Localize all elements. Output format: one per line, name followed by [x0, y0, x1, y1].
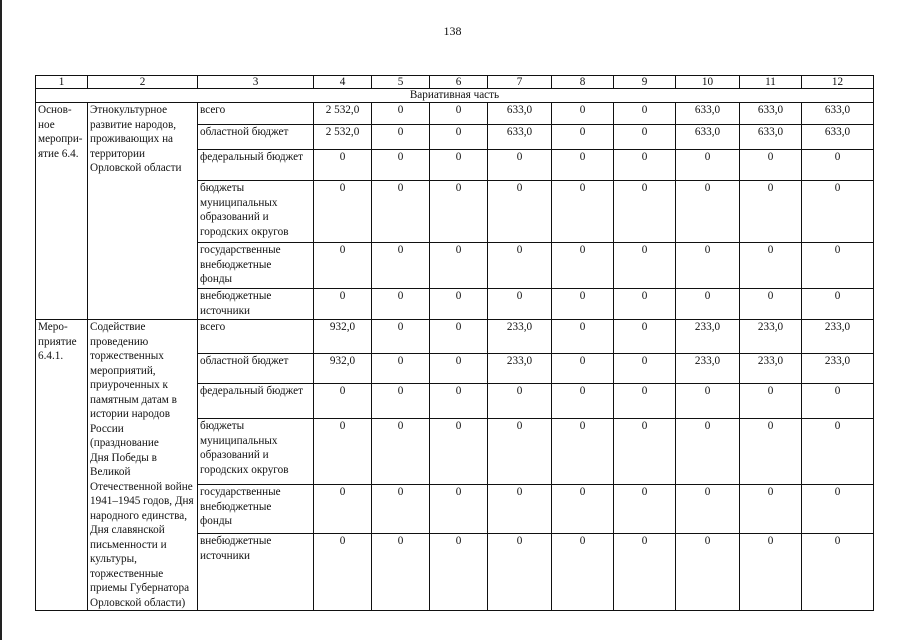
value-cell-col-12: 633,0 [802, 103, 874, 125]
activity-name-line: Отечественной войне [90, 480, 193, 493]
value-cell-col-5: 0 [372, 383, 430, 418]
funding-source-line: бюджеты [200, 182, 245, 194]
value-cell-col-4: 0 [314, 419, 372, 485]
value-cell-col-11: 633,0 [740, 125, 802, 150]
column-header-12: 12 [802, 76, 874, 89]
value-cell-col-12: 233,0 [802, 354, 874, 384]
value-cell-col-5: 0 [372, 485, 430, 534]
value-cell-col-5: 0 [372, 534, 430, 611]
value-cell-col-11: 0 [740, 534, 802, 611]
value-cell-col-6: 0 [430, 125, 488, 150]
table-row [36, 320, 874, 354]
value-cell-col-7: 0 [488, 534, 552, 611]
value-cell-col-10: 0 [676, 534, 740, 611]
funding-source-line: бюджеты [200, 420, 245, 433]
value-cell-col-6: 0 [430, 320, 488, 354]
funding-source [198, 534, 314, 611]
value-cell-col-4: 2 532,0 [314, 103, 372, 125]
value-cell-col-6: 0 [430, 383, 488, 418]
value-cell-col-7: 0 [488, 289, 552, 320]
value-cell-col-7: 233,0 [488, 354, 552, 384]
value-cell-col-10: 0 [676, 485, 740, 534]
activity-code-line: ное [38, 118, 55, 131]
value-cell-col-4: 0 [314, 181, 372, 243]
value-cell-col-9: 0 [614, 181, 676, 243]
value-cell-col-11: 0 [740, 485, 802, 534]
value-cell-col-5: 0 [372, 181, 430, 243]
activity-name-line: торжественных [90, 350, 164, 362]
funding-source-line: внебюджетные [200, 535, 272, 548]
value-cell-col-4: 932,0 [314, 320, 372, 354]
activity-name-line: 1941–1945 годов, Дня [90, 495, 194, 507]
value-cell-col-6: 0 [430, 150, 488, 181]
value-cell-col-5: 0 [372, 320, 430, 354]
value-cell-col-7: 633,0 [488, 125, 552, 150]
value-cell-col-9: 0 [614, 419, 676, 485]
funding-source-line: внебюджетные [200, 290, 272, 302]
value-cell-col-9: 0 [614, 150, 676, 181]
funding-source [198, 243, 314, 289]
funding-source-line: образований и [200, 211, 269, 223]
activity-name-line: Содействие [90, 321, 146, 333]
value-cell-col-4: 0 [314, 243, 372, 289]
column-header-10: 10 [676, 76, 740, 89]
funding-source-line: областной бюджет [200, 355, 289, 368]
value-cell-col-6: 0 [430, 243, 488, 289]
funding-source-line: фонды [200, 515, 233, 528]
activity-name-line: культуры, [90, 553, 137, 565]
value-cell-col-4: 0 [314, 534, 372, 611]
section-title: Вариативная часть [36, 89, 874, 103]
column-header-6: 6 [430, 76, 488, 89]
value-cell-col-6: 0 [430, 534, 488, 611]
value-cell-col-12: 0 [802, 150, 874, 181]
value-cell-col-4: 932,0 [314, 354, 372, 384]
value-cell-col-10: 0 [676, 243, 740, 289]
value-cell-col-11: 0 [740, 289, 802, 320]
value-cell-col-4: 0 [314, 383, 372, 418]
value-cell-col-8: 0 [552, 320, 614, 354]
value-cell-col-11: 0 [740, 419, 802, 485]
column-header-8: 8 [552, 76, 614, 89]
value-cell-col-8: 0 [552, 383, 614, 418]
activity-name-line: Дня славянской [90, 524, 165, 536]
value-cell-col-4: 2 532,0 [314, 125, 372, 150]
funding-source-line: государственные [200, 486, 281, 499]
value-cell-col-12: 0 [802, 243, 874, 289]
funding-source [198, 320, 314, 354]
activity-code-line: Основ- [38, 104, 72, 116]
value-cell-col-7: 0 [488, 181, 552, 243]
column-header-11: 11 [740, 76, 802, 89]
funding-source-line: федеральный бюджет [200, 151, 303, 163]
funding-source [198, 181, 314, 243]
activity-code-line: Меро- [38, 321, 68, 333]
section-row [36, 89, 874, 103]
value-cell-col-5: 0 [372, 150, 430, 181]
funding-source-line: всего [200, 104, 226, 116]
value-cell-col-9: 0 [614, 103, 676, 125]
value-cell-col-5: 0 [372, 243, 430, 289]
value-cell-col-5: 0 [372, 103, 430, 125]
value-cell-col-7: 0 [488, 383, 552, 418]
column-header-7: 7 [488, 76, 552, 89]
funding-source [198, 383, 314, 418]
activity-name-line: Великой [90, 466, 131, 478]
value-cell-col-11: 0 [740, 150, 802, 181]
value-cell-col-12: 0 [802, 534, 874, 611]
funding-source-line: областной бюджет [200, 126, 289, 138]
value-cell-col-10: 233,0 [676, 320, 740, 354]
activity-name-line: развитие народов, [90, 118, 177, 131]
value-cell-col-5: 0 [372, 125, 430, 150]
value-cell-col-7: 0 [488, 485, 552, 534]
value-cell-col-8: 0 [552, 125, 614, 150]
funding-source-line: государственные [200, 244, 281, 256]
value-cell-col-7: 0 [488, 150, 552, 181]
funding-source-line: федеральный бюджет [200, 384, 303, 397]
column-header-2: 2 [88, 76, 198, 89]
value-cell-col-8: 0 [552, 419, 614, 485]
funding-source-line: фонды [200, 273, 233, 285]
activity-code [36, 320, 88, 611]
activity-name-line: проживающих на [90, 133, 174, 145]
value-cell-col-11: 233,0 [740, 354, 802, 384]
value-cell-col-8: 0 [552, 150, 614, 181]
column-header-9: 9 [614, 76, 676, 89]
value-cell-col-9: 0 [614, 243, 676, 289]
value-cell-col-12: 0 [802, 383, 874, 418]
funding-source-line: внебюджетные [200, 258, 272, 271]
activity-code-line: меропри- [38, 133, 83, 145]
value-cell-col-11: 633,0 [740, 103, 802, 125]
table-row [36, 103, 874, 125]
value-cell-col-4: 0 [314, 150, 372, 181]
value-cell-col-8: 0 [552, 103, 614, 125]
page-left-edge [0, 0, 2, 640]
value-cell-col-10: 633,0 [676, 103, 740, 125]
value-cell-col-8: 0 [552, 354, 614, 384]
value-cell-col-12: 0 [802, 181, 874, 243]
funding-source-line: всего [200, 321, 226, 333]
activity-name-line: проведению [90, 335, 149, 348]
funding-source-line: городских округов [200, 463, 289, 476]
activity-name-line: территории [90, 147, 145, 160]
value-cell-col-11: 0 [740, 243, 802, 289]
activity-name-line: Орловской области) [90, 596, 186, 609]
funding-source-line: источники [200, 549, 251, 562]
activity-name-line: Этнокультурное [90, 104, 168, 116]
value-cell-col-10: 0 [676, 289, 740, 320]
value-cell-col-10: 0 [676, 181, 740, 243]
budget-table [35, 75, 874, 611]
value-cell-col-6: 0 [430, 181, 488, 243]
value-cell-col-6: 0 [430, 354, 488, 384]
funding-source [198, 419, 314, 485]
funding-source [198, 150, 314, 181]
value-cell-col-10: 0 [676, 419, 740, 485]
value-cell-col-5: 0 [372, 289, 430, 320]
value-cell-col-12: 633,0 [802, 125, 874, 150]
value-cell-col-9: 0 [614, 485, 676, 534]
value-cell-col-8: 0 [552, 243, 614, 289]
activity-code-line: приятие [38, 335, 77, 348]
value-cell-col-9: 0 [614, 534, 676, 611]
activity-name-line: приемы Губернатора [90, 582, 190, 594]
page-number: 138 [443, 24, 462, 38]
funding-source [198, 125, 314, 150]
value-cell-col-9: 0 [614, 354, 676, 384]
value-cell-col-11: 233,0 [740, 320, 802, 354]
column-header-5: 5 [372, 76, 430, 89]
activity-name-line: торжественные [90, 567, 164, 580]
value-cell-col-7: 633,0 [488, 103, 552, 125]
header-row [36, 76, 874, 89]
value-cell-col-6: 0 [430, 289, 488, 320]
value-cell-col-8: 0 [552, 289, 614, 320]
activity-code-line: ятие 6.4. [38, 147, 79, 160]
activity-name [88, 320, 198, 611]
funding-source-line: образований и [200, 449, 269, 462]
value-cell-col-4: 0 [314, 485, 372, 534]
value-cell-col-11: 0 [740, 181, 802, 243]
funding-source-line: муниципальных [200, 434, 278, 447]
funding-source-line: внебюджетные [200, 500, 272, 513]
funding-source [198, 354, 314, 384]
value-cell-col-9: 0 [614, 125, 676, 150]
value-cell-col-10: 0 [676, 383, 740, 418]
value-cell-col-5: 0 [372, 354, 430, 384]
activity-name-line: Дня Победы в [90, 451, 157, 464]
value-cell-col-6: 0 [430, 419, 488, 485]
value-cell-col-10: 633,0 [676, 125, 740, 150]
activity-name-line: истории народов [90, 408, 171, 420]
funding-source [198, 485, 314, 534]
funding-source-line: муниципальных [200, 196, 278, 209]
activity-name-line: письменности и [90, 538, 167, 551]
value-cell-col-9: 0 [614, 320, 676, 354]
value-cell-col-5: 0 [372, 419, 430, 485]
value-cell-col-6: 0 [430, 485, 488, 534]
value-cell-col-12: 0 [802, 419, 874, 485]
value-cell-col-8: 0 [552, 534, 614, 611]
value-cell-col-9: 0 [614, 383, 676, 418]
value-cell-col-10: 0 [676, 150, 740, 181]
value-cell-col-10: 233,0 [676, 354, 740, 384]
funding-source-line: источники [200, 304, 251, 317]
value-cell-col-12: 0 [802, 485, 874, 534]
column-header-3: 3 [198, 76, 314, 89]
funding-source [198, 289, 314, 320]
value-cell-col-6: 0 [430, 103, 488, 125]
activity-name-line: мероприятий, [90, 364, 156, 377]
value-cell-col-7: 233,0 [488, 320, 552, 354]
activity-name [88, 103, 198, 320]
activity-name-line: народного единства, [90, 509, 188, 522]
activity-code-line: 6.4.1. [38, 350, 64, 362]
activity-name-line: Орловской области [90, 162, 182, 174]
value-cell-col-8: 0 [552, 181, 614, 243]
activity-code [36, 103, 88, 320]
value-cell-col-11: 0 [740, 383, 802, 418]
value-cell-col-12: 0 [802, 289, 874, 320]
value-cell-col-12: 233,0 [802, 320, 874, 354]
column-header-4: 4 [314, 76, 372, 89]
funding-source [198, 103, 314, 125]
value-cell-col-8: 0 [552, 485, 614, 534]
funding-source-line: городских округов [200, 225, 289, 238]
value-cell-col-4: 0 [314, 289, 372, 320]
column-header-1: 1 [36, 76, 88, 89]
activity-name-line: России (празднование [90, 422, 159, 449]
value-cell-col-7: 0 [488, 419, 552, 485]
activity-name-line: приуроченных к [90, 379, 168, 391]
value-cell-col-7: 0 [488, 243, 552, 289]
value-cell-col-9: 0 [614, 289, 676, 320]
activity-name-line: памятным датам в [90, 393, 177, 406]
